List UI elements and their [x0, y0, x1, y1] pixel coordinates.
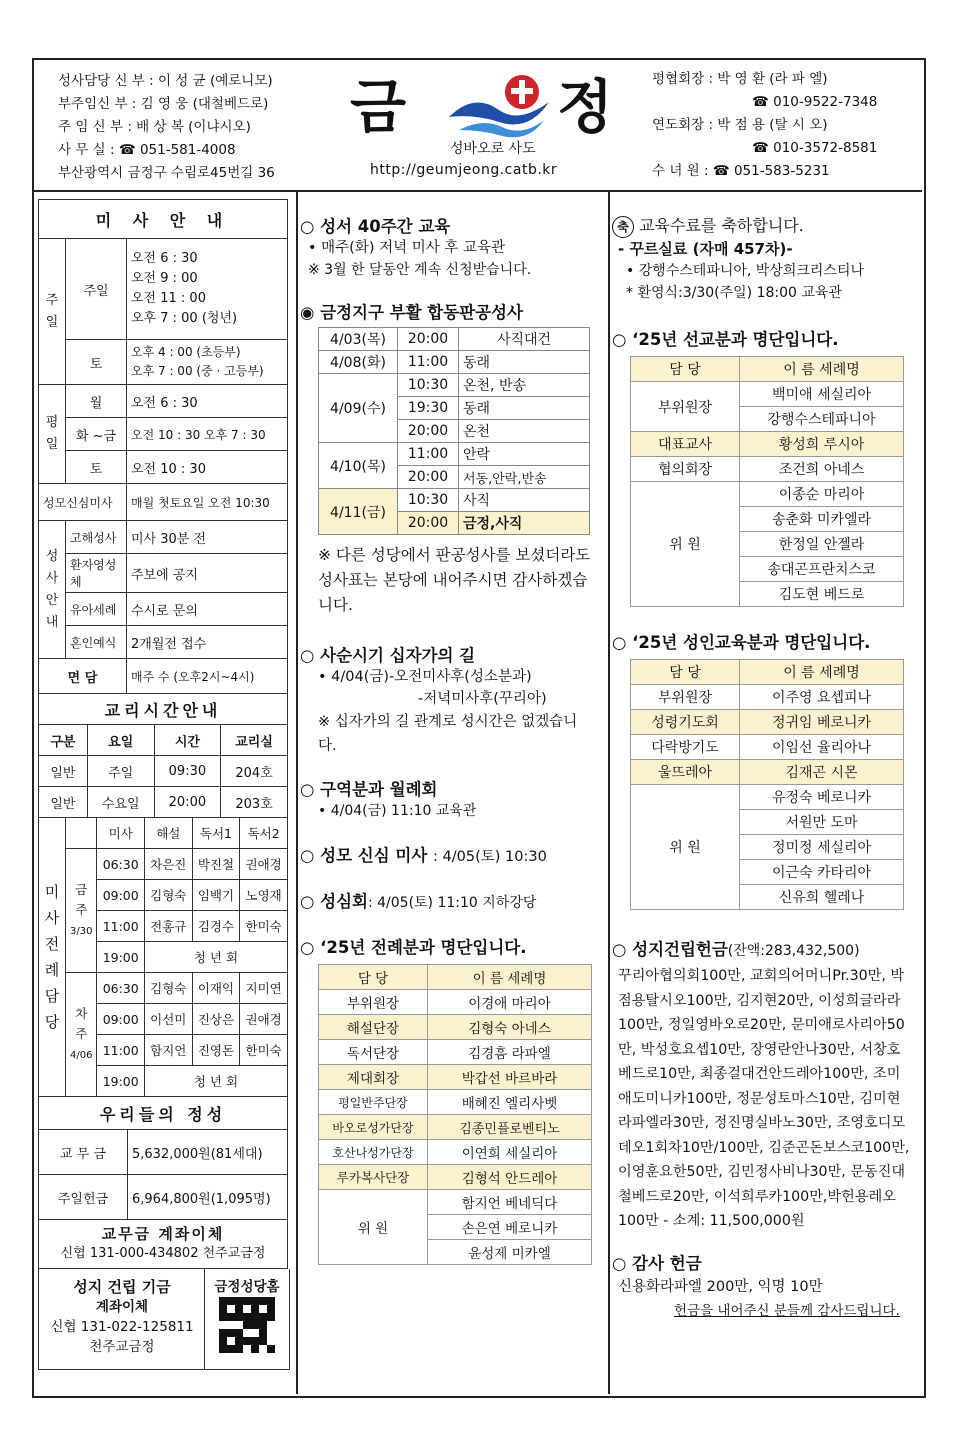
marian-mass-value: : 4/05(토) 10:30: [433, 849, 547, 865]
sunday-time: 오전 9 : 00: [131, 271, 198, 286]
youth-group: 청 년 회: [144, 1066, 287, 1097]
stations-title: ○ 사순시기 십자가의 길: [300, 646, 476, 665]
roster-role: 루카복사단장: [319, 1165, 428, 1190]
roster-role: 호산나성가단장: [319, 1140, 428, 1165]
confession-date: 4/03(목): [319, 328, 398, 351]
celebration-badge-icon: 축: [612, 216, 634, 238]
roster-name: 황성희 루시아: [740, 432, 904, 457]
weekday-time: 오전 6 : 30: [127, 385, 288, 418]
roster-name: 정미정 세실리아: [740, 835, 904, 860]
confession-time: 11:00: [398, 351, 459, 374]
roster-name: 이종순 마리아: [740, 482, 904, 507]
roster-role: 부위원장: [319, 990, 428, 1015]
confession-title: ◉ 금정지구 부활 합동판공성사: [300, 303, 523, 322]
reader2: 한미숙: [240, 1035, 288, 1066]
roster-name: 서원만 도마: [740, 810, 904, 835]
right-column: [612, 199, 912, 1322]
roster-name: 김도현 베드로: [740, 582, 904, 607]
bible-study-title: ○ 성서 40주간 교육: [300, 217, 451, 236]
left-column: [38, 199, 288, 1370]
liturgy-header: 해설: [144, 818, 192, 849]
weekday-time: 오전 10 : 30: [127, 451, 288, 484]
building-fund-box: [38, 1269, 290, 1370]
mission-roster-title: ○ ‘25년 선교분과 명단입니다.: [612, 330, 839, 349]
sacrament-info: 수시로 문의: [127, 593, 288, 626]
roster-name: 한정일 안젤라: [740, 532, 904, 557]
roster-members-label: 위 원: [631, 785, 740, 910]
liturgy-group: 미 사 전 례 담 당: [39, 818, 66, 1097]
roster-name: 박갑선 바르바라: [428, 1065, 592, 1090]
commentator: 함지언: [144, 1035, 192, 1066]
reader2: 권애경: [240, 849, 288, 880]
confession-time: 20:00: [398, 466, 459, 489]
confession-time: 11:00: [398, 443, 459, 466]
roster-role: 평일반주단장: [319, 1090, 428, 1115]
stations-line: -저녁미사후(꾸리아): [418, 691, 547, 707]
liturgy-header: 미사: [97, 818, 144, 849]
reader1: 임백기: [192, 880, 240, 911]
roster-role: 해설단장: [319, 1015, 428, 1040]
roster-header: 담 당: [319, 965, 428, 990]
assistant-line: 부주임신 부 : 김 영 웅 (대철베드로): [58, 96, 269, 112]
stations-line: • 4/04(금)-오전미사후(성소분과): [318, 669, 532, 685]
roster-name: 강행수스테파니아: [740, 407, 904, 432]
week1-label: 금 주 3/30: [66, 849, 97, 973]
saturday-label: 토: [66, 340, 127, 385]
confession-place: 온천, 반송: [459, 374, 590, 397]
roster-header: 이 름 세례명: [740, 357, 904, 382]
saturday-times: [127, 340, 288, 385]
offering-label: 교 무 금: [39, 1130, 128, 1175]
catechism-table: [38, 693, 288, 818]
sacred-heart-value: : 4/05(토) 11:10 지하강당: [367, 895, 537, 911]
sunday-times: [127, 239, 288, 340]
mass-time: 11:00: [97, 1035, 144, 1066]
week1-date: 3/30: [70, 925, 93, 937]
qr-code-icon[interactable]: [219, 1297, 275, 1353]
mission-roster-table: [630, 356, 904, 607]
address-line: 부산광역시 금정구 수림로45번길 36: [58, 165, 275, 181]
roster-name: 이근숙 카타리아: [740, 860, 904, 885]
commentator: 김형숙: [144, 880, 192, 911]
catechism-cell: 204호: [221, 756, 288, 787]
confession-place: 사직대건: [459, 328, 590, 351]
district-line: • 4/04(금) 11:10 교육관: [318, 803, 477, 819]
stations-note: ※ 십자가의 길 관계로 성시간은 없겠습니다.: [318, 714, 578, 754]
mass-time: 19:00: [97, 1066, 144, 1097]
roster-name: 유정숙 베로니카: [740, 785, 904, 810]
commentator: 차은진: [144, 849, 192, 880]
account-title: 교무금 계좌이체: [101, 1225, 225, 1243]
confession-table: [318, 327, 590, 535]
catechism-cell: 일반: [39, 756, 88, 787]
catechism-cell: 수요일: [87, 787, 154, 818]
roster-name: 김재곤 시몬: [740, 760, 904, 785]
saturday-time: 오후 4 : 00 (초등부): [131, 345, 241, 359]
mass-time: 06:30: [97, 849, 144, 880]
confession-note: ※ 다른 성당에서 판공성사를 보셨더라도 성사표는 본당에 내어주시면 감사하겠습니다.: [318, 546, 591, 614]
sacred-heart-title: ○ 성심회: [300, 892, 368, 911]
confession-place: 동래: [459, 397, 590, 420]
bible-study-line: • 매주(화) 저녁 미사 후 교육관: [308, 240, 505, 256]
thanks-offering-title: ○ 감사 헌금: [612, 1253, 702, 1273]
adult-ed-roster-title: ○ ‘25년 성인교육분과 명단입니다.: [612, 633, 871, 652]
offering-value: 6,964,800원(1,095명): [128, 1175, 288, 1220]
catechism-cell: 20:00: [154, 787, 221, 818]
weekday-time: 오전 10 : 30 오후 7 : 30: [127, 418, 288, 451]
homepage-label: 금정성당홈: [214, 1279, 280, 1295]
account-number: 신협 131-000-434802 천주교금정: [60, 1246, 266, 1261]
confession-time: 10:30: [398, 489, 459, 512]
roster-role: 부위원장: [631, 382, 740, 432]
roster-name: 이경애 마리아: [428, 990, 592, 1015]
catechism-cell: 일반: [39, 787, 88, 818]
roster-header: 담 당: [631, 660, 740, 685]
course-line: • 강행수스테파니아, 박상희크리스티나: [626, 263, 864, 279]
convent-line: 수 녀 원 : ☎ 051-583-5231: [652, 163, 830, 179]
thanks-message: 헌금을 내어주신 분들께 감사드립니다.: [674, 1302, 900, 1319]
roster-name: 배혜진 엘리사벳: [428, 1090, 592, 1115]
course-line: * 환영식:3/30(주일) 18:00 교육관: [626, 285, 842, 301]
reader2: 한미숙: [240, 911, 288, 942]
roster-name: 이주영 요셉피나: [740, 685, 904, 710]
roster-role: 성령기도회: [631, 710, 740, 735]
confession-date: 4/09(수): [319, 374, 398, 443]
roster-role: 바오로성가단장: [319, 1115, 428, 1140]
sacrament-name: 유아세례: [66, 593, 127, 626]
confession-place: 서동,안락,반송: [459, 466, 590, 489]
liturgy-header: 독서1: [192, 818, 240, 849]
roster-members-label: 위 원: [631, 482, 740, 607]
catechism-header: 구분: [39, 725, 88, 756]
office-line: 사 무 실 : ☎ 051-581-4008: [58, 142, 236, 158]
yeondo-president: 연도회장 : 박 점 용 (탈 시 오): [652, 117, 828, 133]
course-title: 교육수료를 축하합니다.: [639, 216, 804, 235]
sacrament-info: 주보에 공지: [127, 554, 288, 593]
roster-name: 김형숙 아네스: [428, 1015, 592, 1040]
title-char-1: 금: [350, 73, 409, 141]
roster-name: 손은연 베로니카: [428, 1215, 592, 1240]
offering-label: 주일헌금: [39, 1175, 128, 1220]
sunday-label: 주일: [66, 239, 127, 340]
roster-header: 이 름 세례명: [740, 660, 904, 685]
sacrament-name: 고해성사: [66, 521, 127, 554]
motto: 성바오로 사도: [450, 141, 536, 157]
pastor-line: 성사담당 신 부 : 이 성 균 (예로니모): [58, 73, 273, 89]
mass-title: 미 사 안 내: [39, 200, 288, 239]
council-phone: ☎ 010-9522-7348: [752, 94, 878, 110]
middle-column: [300, 199, 602, 1265]
confession-time: 20:00: [398, 512, 459, 535]
reader1: 김경수: [192, 911, 240, 942]
roster-members-label: 위 원: [319, 1190, 428, 1265]
catechism-cell: 09:30: [154, 756, 221, 787]
sunday-group: 주 일: [39, 239, 66, 385]
roster-name: 송대곤프란치스코: [740, 557, 904, 582]
roster-name: 김종민플로벤티노: [428, 1115, 592, 1140]
building-donation-balance: (잔액:283,432,500): [727, 943, 860, 959]
priest-line: 주 임 신 부 : 배 상 복 (이냐시오): [58, 119, 251, 135]
confession-date: 4/11(금): [319, 489, 398, 535]
liturgy-corner: [66, 818, 97, 849]
weekday-day: 토: [66, 451, 127, 484]
youth-group: 청 년 회: [144, 942, 287, 973]
roster-role: 울뜨레아: [631, 760, 740, 785]
masthead: [32, 58, 922, 192]
sacrament-info: 2개월전 접수: [127, 626, 288, 659]
confession-place: 사직: [459, 489, 590, 512]
marian-mass-title: ○ 성모 신심 미사: [300, 846, 428, 865]
roster-role: 협의회장: [631, 457, 740, 482]
roster-header: 담 당: [631, 357, 740, 382]
roster-name: 정귀임 베로니카: [740, 710, 904, 735]
title-char-2: 정: [557, 73, 614, 141]
confession-time: 20:00: [398, 420, 459, 443]
meeting-label: 면 담: [39, 659, 127, 694]
district-title: ○ 구역분과 월례회: [300, 780, 438, 799]
reader1: 진상은: [192, 1004, 240, 1035]
roster-role: 제대회장: [319, 1065, 428, 1090]
reader1: 박진철: [192, 849, 240, 880]
offering-value: 5,632,000원(81세대): [128, 1130, 288, 1175]
sunday-time: 오전 11 : 00: [131, 291, 206, 306]
mass-table: [38, 199, 288, 694]
confession-time: 20:00: [398, 328, 459, 351]
roster-name: 김경흠 라파엘: [428, 1040, 592, 1065]
commentator: 이선미: [144, 1004, 192, 1035]
homepage-url[interactable]: http://geumjeong.catb.kr: [370, 162, 558, 178]
building-title: 성지 건립 기금: [73, 1278, 171, 1296]
roster-name: 송춘화 미카엘라: [740, 507, 904, 532]
parish-logo-icon: [444, 72, 554, 142]
offering-title: 우리들의 정성: [39, 1097, 288, 1130]
building-name: 천주교금정: [89, 1339, 155, 1355]
roster-name: 함지언 베네딕다: [428, 1190, 592, 1215]
roster-role: 다락방기도: [631, 735, 740, 760]
liturgy-header: 독서2: [240, 818, 288, 849]
catechism-header: 요일: [87, 725, 154, 756]
confession-date: 4/08(화): [319, 351, 398, 374]
roster-name: 윤성제 미카엘: [428, 1240, 592, 1265]
building-sub: 계좌이체: [95, 1299, 149, 1315]
marian-label: 성모신심미사: [39, 484, 127, 521]
reader1: 이재익: [192, 973, 240, 1004]
catechism-header: 교리실: [221, 725, 288, 756]
liturgy-roster-title: ○ ‘25년 전례분과 명단입니다.: [300, 938, 527, 957]
roster-name: 이연희 세실리아: [428, 1140, 592, 1165]
building-account: 신협 131-022-125811: [50, 1319, 194, 1335]
sacrament-name: 혼인예식: [66, 626, 127, 659]
column-divider: [296, 192, 298, 1394]
mass-time: 19:00: [97, 942, 144, 973]
sacrament-name: 환자영성체: [66, 554, 127, 593]
confession-time: 10:30: [398, 374, 459, 397]
thanks-offering-list: 신용화라파엘 200만, 익명 10만: [618, 1278, 823, 1295]
confession-place: 동래: [459, 351, 590, 374]
confession-date: 4/10(목): [319, 443, 398, 489]
adult-ed-roster-table: [630, 659, 904, 910]
catechism-header: 시간: [154, 725, 221, 756]
liturgy-table: [38, 817, 288, 1097]
roster-role: 독서단장: [319, 1040, 428, 1065]
masthead-left: [58, 70, 275, 185]
confession-place: 금정,사직: [459, 512, 590, 535]
bible-study-line: ※ 3월 한 달동안 계속 신청받습니다.: [308, 262, 532, 278]
offering-table: [38, 1096, 288, 1269]
column-divider: [608, 192, 610, 1394]
building-donation-title: ○ 성지건립헌금: [612, 940, 728, 959]
sacrament-group: 성 사 안 내: [39, 521, 66, 659]
catechism-title: 교리시간안내: [39, 694, 288, 725]
reader1: 진영돈: [192, 1035, 240, 1066]
mass-time: 09:00: [97, 880, 144, 911]
council-president: 평협회장 : 박 영 환 (라 파 엘): [652, 71, 828, 87]
sunday-time: 오후 7 : 00 (청년): [131, 311, 238, 326]
roster-role: 부위원장: [631, 685, 740, 710]
account-box: [39, 1220, 288, 1269]
mass-time: 11:00: [97, 911, 144, 942]
course-sub: - 꾸르실료 (자매 457차)-: [618, 240, 793, 258]
masthead-right: [652, 68, 877, 183]
box-divider: [204, 1269, 205, 1369]
saturday-time: 오후 7 : 00 (중 · 고등부): [131, 364, 264, 378]
confession-place: 안락: [459, 443, 590, 466]
sunday-time: 오전 6 : 30: [131, 251, 198, 266]
weekday-day: 화 ~금: [66, 418, 127, 451]
sacrament-info: 미사 30분 전: [127, 521, 288, 554]
liturgy-roster-table: [318, 964, 592, 1265]
weekday-day: 월: [66, 385, 127, 418]
roster-header: 이 름 세례명: [428, 965, 592, 990]
mass-time: 09:00: [97, 1004, 144, 1035]
catechism-cell: 203호: [221, 787, 288, 818]
building-donation-list: 꾸리아협의회100만, 교회의어머니Pr.30만, 박점용탈시오100만, 김지현20만, 이성희글라라100만, 정일영바오로20만, 문미애로사리아50만, 박성호요셉10만, 장영란안나30만, 서창호베드로10만, 최종걸대건안드레아100만, 조미애도미니카100만, 정문성토마스10만, 김미현라파엘라30만, 정진명실바노30만, 조영호디모데오1회차10만/100만, 김준곤돈보스코100만, 이영훈요한50만, 김민정사비나30만, 문동진대철베드로20만, 이석희루카100만,박헌용레오100만 - 소계: 11,500,000원: [618, 968, 910, 1229]
confession-time: 19:30: [398, 397, 459, 420]
roster-name: 조건희 아네스: [740, 457, 904, 482]
marian-time: 매월 첫토요일 오전 10:30: [127, 484, 288, 521]
roster-name: 신유희 헬레나: [740, 885, 904, 910]
building-fund-info: [43, 1277, 201, 1357]
meeting-time: 매주 수 (오후2시~4시): [127, 659, 288, 694]
reader2: 지미연: [240, 973, 288, 1004]
roster-role: 대표교사: [631, 432, 740, 457]
roster-name: 김형석 안드레아: [428, 1165, 592, 1190]
yeondo-phone: ☎ 010-3572-8581: [752, 140, 878, 156]
reader2: 권애경: [240, 1004, 288, 1035]
commentator: 전홍규: [144, 911, 192, 942]
weekday-group: 평 일: [39, 385, 66, 484]
catechism-cell: 주일: [87, 756, 154, 787]
reader2: 노영재: [240, 880, 288, 911]
commentator: 김형숙: [144, 973, 192, 1004]
roster-name: 이임선 율리아나: [740, 735, 904, 760]
week2-label: 차 주 4/06: [66, 973, 97, 1097]
roster-name: 백미애 세실리아: [740, 382, 904, 407]
confession-place: 온천: [459, 420, 590, 443]
mass-time: 06:30: [97, 973, 144, 1004]
week2-date: 4/06: [70, 1049, 93, 1061]
